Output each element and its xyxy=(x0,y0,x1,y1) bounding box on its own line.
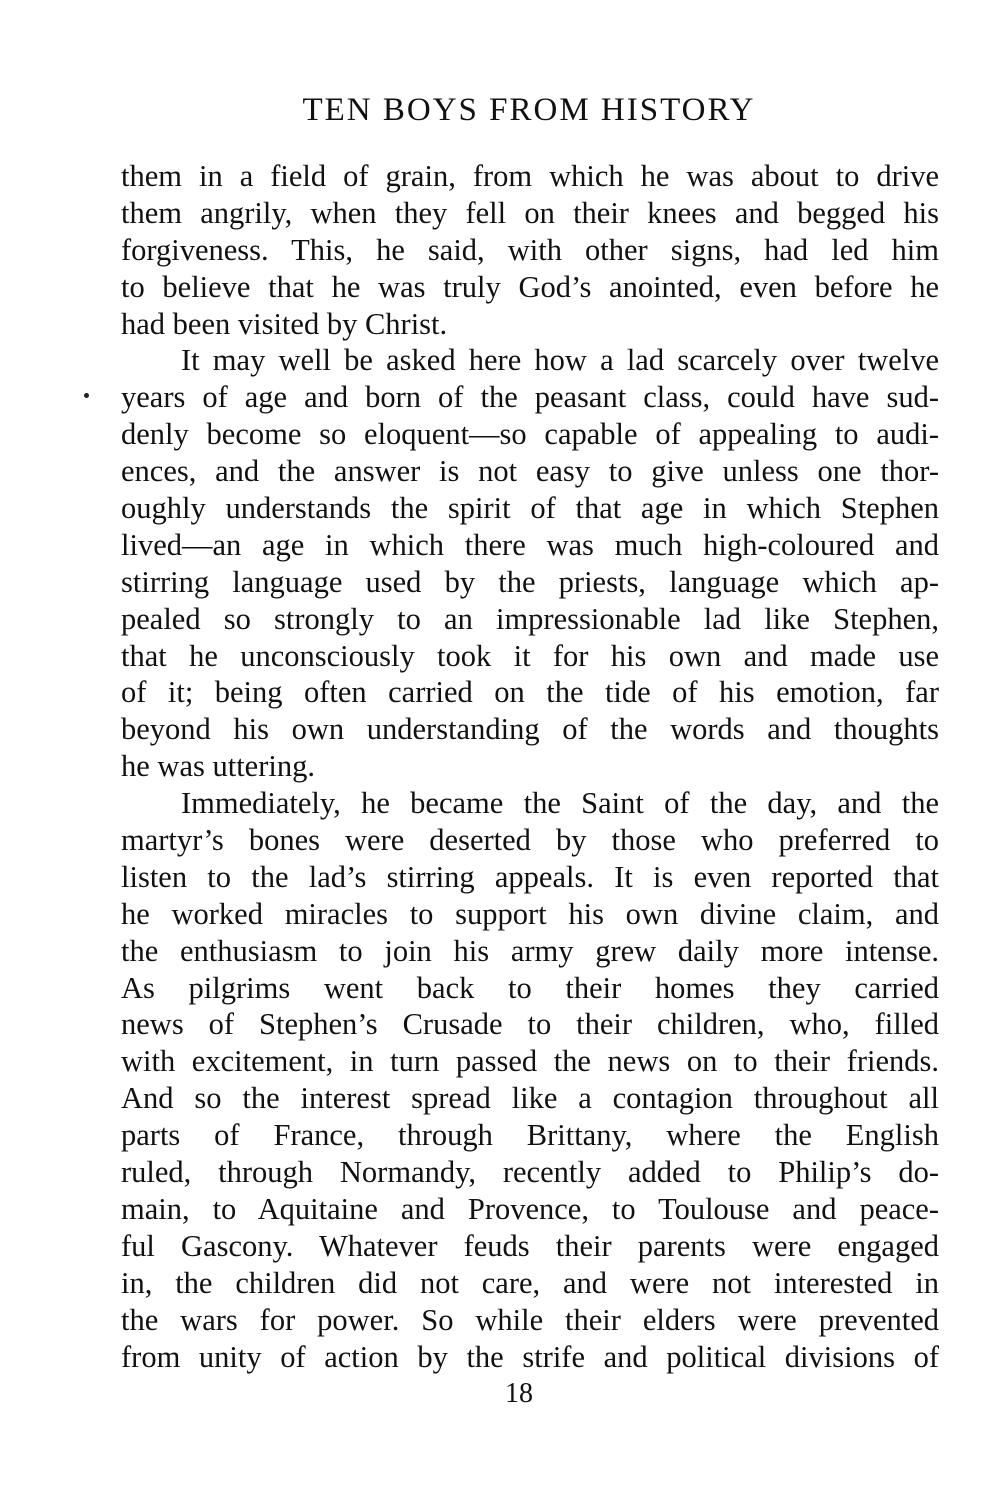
text-line: denly become so eloquent—so capable of appealing to audi- xyxy=(121,417,939,452)
text-line: ruled, through Normandy, recently added to Philip’s do- xyxy=(121,1155,939,1190)
text-line: beyond his own understanding of the words and thoughts xyxy=(121,712,939,747)
text-line: the enthusiasm to join his army grew daily more intense. xyxy=(121,933,939,968)
text-line: oughly understands the spirit of that age in which Stephen xyxy=(121,491,939,526)
text-line: forgiveness. This, he said, with other signs, had led him xyxy=(121,232,939,267)
text-line: listen to the lad’s stirring appeals. It is even reported that xyxy=(121,859,939,894)
text-line: main, to Aquitaine and Provence, to Toulouse and peace- xyxy=(121,1191,939,1226)
text-line: the wars for power. So while their elders were prevented xyxy=(121,1302,939,1337)
margin-mark xyxy=(84,393,89,398)
text-line: of it; being often carried on the tide of his emotion, far xyxy=(121,675,939,710)
text-line: news of Stephen’s Crusade to their children, who, filled xyxy=(121,1007,939,1042)
body-text xyxy=(121,158,939,1375)
text-line: lived—an age in which there was much high-coloured and xyxy=(121,527,939,562)
text-line: them in a field of grain, from which he was about to drive xyxy=(121,159,939,193)
text-line: stirring language used by the priests, language which ap- xyxy=(121,564,939,599)
text-line: As pilgrims went back to their homes they carried xyxy=(121,970,939,1005)
text-line: with excitement, in turn passed the news on to their friends. xyxy=(121,1044,939,1079)
text-line: years of age and born of the peasant class, could have sud- xyxy=(121,380,939,415)
text-line: Immediately, he became the Saint of the day, and the xyxy=(181,786,939,821)
text-line: he was uttering. xyxy=(121,749,315,784)
text-line: that he unconsciously took it for his own and made use xyxy=(121,638,939,673)
text-line: to believe that he was truly God’s anointed, even before he xyxy=(121,269,939,304)
text-line: ences, and the answer is not easy to give unless one thor- xyxy=(121,454,939,489)
text-line: And so the interest spread like a contagion throughout all xyxy=(121,1081,939,1116)
text-line: from unity of action by the strife and political divisions of xyxy=(121,1339,939,1374)
text-line: ful Gascony. Whatever feuds their parents were engaged xyxy=(121,1228,939,1263)
text-line: It may well be asked here how a lad scarcely over twelve xyxy=(181,343,939,378)
running-head: TEN BOYS FROM HISTORY xyxy=(302,92,756,128)
text-line: in, the children did not care, and were not interested in xyxy=(121,1265,939,1300)
text-line: them angrily, when they fell on their knees and begged his xyxy=(121,195,939,230)
text-line: pealed so strongly to an impressionable lad like Stephen, xyxy=(121,601,939,636)
text-line: he worked miracles to support his own divine claim, and xyxy=(121,896,939,931)
page-number: 18 xyxy=(505,1378,533,1409)
text-line: parts of France, through Brittany, where the English xyxy=(121,1118,939,1153)
text-line: had been visited by Christ. xyxy=(121,306,448,341)
text-line: martyr’s bones were deserted by those who preferred to xyxy=(121,823,939,858)
